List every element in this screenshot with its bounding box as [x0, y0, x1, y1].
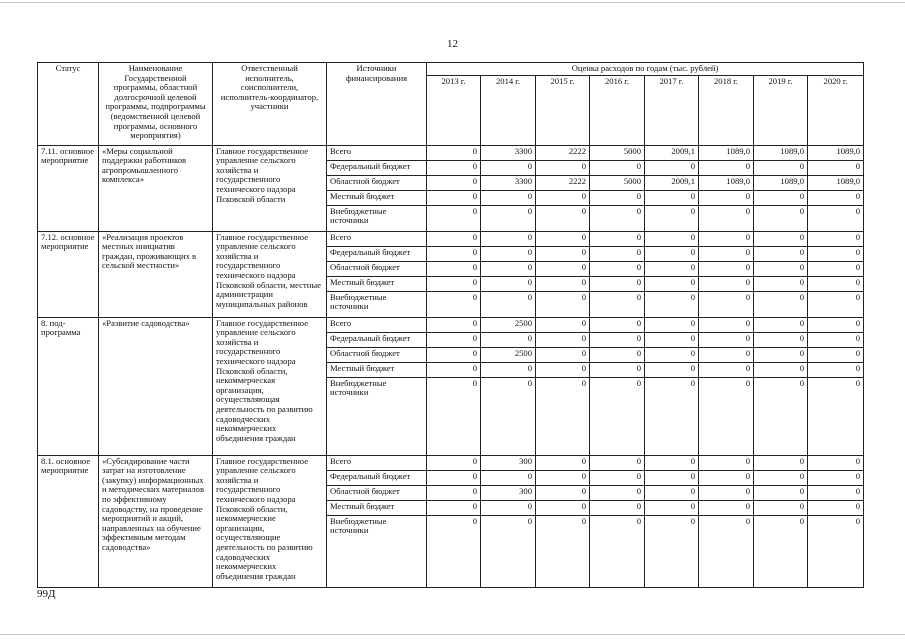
amount-cell: 0 — [808, 160, 864, 175]
amount-cell: 0 — [536, 332, 590, 347]
amount-cell: 0 — [427, 515, 481, 587]
funding-source: Федеральный бюджет — [327, 470, 427, 485]
amount-cell: 0 — [427, 145, 481, 160]
header-estimate: Оценка расходов по годам (тыс. рублей) — [427, 63, 864, 76]
header-year: 2013 г. — [427, 75, 481, 145]
header-year: 2020 г. — [808, 75, 864, 145]
amount-cell: 0 — [645, 317, 699, 332]
amount-cell: 0 — [808, 261, 864, 276]
amount-cell: 0 — [699, 332, 754, 347]
amount-cell: 1089,0 — [754, 175, 808, 190]
amount-cell: 0 — [481, 470, 536, 485]
amount-cell: 0 — [590, 160, 645, 175]
amount-cell: 0 — [699, 317, 754, 332]
amount-cell: 0 — [481, 332, 536, 347]
section-name: «Субсидирование части затрат на изготовление (закупку) информационных и методических материалов по эффективному садоводству, на проведение мероприятий и акций, направленных на обучение эффективным методам садоводства» — [99, 455, 213, 587]
amount-cell: 0 — [754, 291, 808, 317]
funding-source: Местный бюджет — [327, 362, 427, 377]
amount-cell: 0 — [699, 377, 754, 455]
amount-cell: 0 — [590, 246, 645, 261]
amount-cell: 0 — [536, 190, 590, 205]
amount-cell: 300 — [481, 485, 536, 500]
amount-cell: 0 — [645, 231, 699, 246]
amount-cell: 0 — [427, 500, 481, 515]
amount-cell: 0 — [754, 231, 808, 246]
amount-cell: 0 — [645, 261, 699, 276]
amount-cell: 0 — [808, 205, 864, 231]
amount-cell: 0 — [645, 485, 699, 500]
amount-cell: 0 — [699, 455, 754, 470]
amount-cell: 0 — [427, 175, 481, 190]
amount-cell: 0 — [481, 205, 536, 231]
amount-cell: 0 — [427, 190, 481, 205]
amount-cell: 0 — [590, 205, 645, 231]
section-name: «Развитие садоводства» — [99, 317, 213, 455]
amount-cell: 0 — [536, 317, 590, 332]
amount-cell: 0 — [699, 291, 754, 317]
amount-cell: 0 — [699, 160, 754, 175]
amount-cell: 0 — [481, 276, 536, 291]
amount-cell: 0 — [590, 515, 645, 587]
amount-cell: 0 — [481, 246, 536, 261]
amount-cell: 0 — [590, 347, 645, 362]
amount-cell: 0 — [645, 362, 699, 377]
amount-cell: 5000 — [590, 145, 645, 160]
amount-cell: 0 — [808, 455, 864, 470]
table-row — [38, 455, 864, 470]
amount-cell: 0 — [427, 246, 481, 261]
amount-cell: 2500 — [481, 347, 536, 362]
amount-cell: 0 — [481, 190, 536, 205]
amount-cell: 0 — [590, 485, 645, 500]
amount-cell: 1089,0 — [808, 145, 864, 160]
amount-cell: 0 — [645, 291, 699, 317]
amount-cell: 0 — [808, 485, 864, 500]
funding-source: Всего — [327, 455, 427, 470]
amount-cell: 5000 — [590, 175, 645, 190]
funding-source: Внебюджетные источники — [327, 377, 427, 455]
amount-cell: 0 — [699, 231, 754, 246]
amount-cell: 0 — [645, 246, 699, 261]
amount-cell: 0 — [699, 276, 754, 291]
section-status: 7.12. основное мероприятие — [38, 231, 99, 317]
amount-cell: 0 — [699, 362, 754, 377]
header-year: 2016 г. — [590, 75, 645, 145]
funding-source: Внебюджетные источники — [327, 291, 427, 317]
amount-cell: 2009,1 — [645, 145, 699, 160]
amount-cell: 0 — [754, 317, 808, 332]
amount-cell: 0 — [427, 455, 481, 470]
amount-cell: 0 — [536, 515, 590, 587]
amount-cell: 0 — [590, 317, 645, 332]
amount-cell: 0 — [808, 377, 864, 455]
amount-cell: 2009,1 — [645, 175, 699, 190]
section-executor: Главное государственное управление сельского хозяйства и государственного технического надзора Псковской области — [213, 145, 327, 231]
section-executor: Главное государственное управление сельского хозяйства и государственного технического надзора Псковской области, некоммерческая организация, осуществляющая деятельность по развитию садоводческих некоммерческих объединения граждан — [213, 317, 327, 455]
footer-code: 99Д — [37, 588, 56, 600]
amount-cell: 0 — [427, 362, 481, 377]
funding-source: Областной бюджет — [327, 347, 427, 362]
amount-cell: 0 — [590, 190, 645, 205]
amount-cell: 0 — [536, 276, 590, 291]
amount-cell: 0 — [427, 231, 481, 246]
header-year: 2014 г. — [481, 75, 536, 145]
amount-cell: 0 — [808, 291, 864, 317]
funding-source: Областной бюджет — [327, 175, 427, 190]
amount-cell: 0 — [754, 261, 808, 276]
amount-cell: 0 — [645, 470, 699, 485]
amount-cell: 0 — [481, 231, 536, 246]
amount-cell: 0 — [808, 276, 864, 291]
amount-cell: 0 — [481, 515, 536, 587]
amount-cell: 0 — [699, 470, 754, 485]
amount-cell: 0 — [754, 377, 808, 455]
header-year: 2019 г. — [754, 75, 808, 145]
funding-source: Всего — [327, 317, 427, 332]
amount-cell: 0 — [536, 291, 590, 317]
amount-cell: 0 — [808, 470, 864, 485]
amount-cell: 0 — [808, 190, 864, 205]
amount-cell: 0 — [590, 500, 645, 515]
amount-cell: 0 — [427, 485, 481, 500]
amount-cell: 0 — [754, 276, 808, 291]
amount-cell: 1089,0 — [808, 175, 864, 190]
amount-cell: 0 — [536, 261, 590, 276]
amount-cell: 0 — [536, 160, 590, 175]
amount-cell: 0 — [699, 515, 754, 587]
amount-cell: 0 — [754, 500, 808, 515]
amount-cell: 0 — [699, 205, 754, 231]
amount-cell: 0 — [754, 362, 808, 377]
amount-cell: 0 — [481, 261, 536, 276]
header-name: Наименование Государственной программы, областной долгосрочной целевой программы, подпрограммы (ведомственной целевой программы, основного мероприятия) — [99, 63, 213, 146]
header-row — [38, 63, 864, 76]
amount-cell: 0 — [590, 377, 645, 455]
amount-cell: 0 — [536, 500, 590, 515]
amount-cell: 0 — [645, 377, 699, 455]
amount-cell: 0 — [481, 377, 536, 455]
section-name: «Меры социальной поддержки работников агропромышленного комплекса» — [99, 145, 213, 231]
section-status: 8. под-программа — [38, 317, 99, 455]
amount-cell: 0 — [481, 362, 536, 377]
amount-cell: 0 — [645, 500, 699, 515]
amount-cell: 0 — [754, 470, 808, 485]
amount-cell: 0 — [590, 470, 645, 485]
amount-cell: 3300 — [481, 145, 536, 160]
amount-cell: 0 — [481, 500, 536, 515]
amount-cell: 0 — [808, 332, 864, 347]
scan-edge-top — [0, 2, 905, 3]
amount-cell: 0 — [808, 347, 864, 362]
amount-cell: 0 — [590, 362, 645, 377]
funding-source: Всего — [327, 145, 427, 160]
amount-cell: 300 — [481, 455, 536, 470]
page-number: 12 — [447, 38, 458, 50]
amount-cell: 0 — [754, 455, 808, 470]
amount-cell: 0 — [536, 231, 590, 246]
amount-cell: 0 — [536, 347, 590, 362]
amount-cell: 0 — [590, 332, 645, 347]
amount-cell: 1089,0 — [699, 175, 754, 190]
amount-cell: 0 — [645, 160, 699, 175]
amount-cell: 0 — [699, 485, 754, 500]
amount-cell: 2222 — [536, 145, 590, 160]
table-body — [38, 145, 864, 587]
amount-cell: 0 — [536, 246, 590, 261]
amount-cell: 0 — [536, 377, 590, 455]
table-row — [38, 145, 864, 160]
amount-cell: 0 — [699, 261, 754, 276]
header-status: Статус — [38, 63, 99, 146]
amount-cell: 0 — [536, 485, 590, 500]
amount-cell: 0 — [427, 470, 481, 485]
budget-table — [37, 62, 864, 588]
header-sources: Источники финансирования — [327, 63, 427, 146]
amount-cell: 0 — [590, 455, 645, 470]
amount-cell: 0 — [536, 205, 590, 231]
amount-cell: 1089,0 — [699, 145, 754, 160]
amount-cell: 0 — [481, 291, 536, 317]
header-year: 2017 г. — [645, 75, 699, 145]
amount-cell: 0 — [536, 470, 590, 485]
amount-cell: 0 — [427, 291, 481, 317]
amount-cell: 0 — [427, 317, 481, 332]
amount-cell: 0 — [699, 190, 754, 205]
amount-cell: 0 — [754, 485, 808, 500]
amount-cell: 0 — [590, 291, 645, 317]
scan-edge-bottom — [0, 634, 905, 635]
amount-cell: 0 — [536, 455, 590, 470]
funding-source: Всего — [327, 231, 427, 246]
amount-cell: 0 — [645, 276, 699, 291]
section-name: «Реализация проектов местных инициатив граждан, проживающих в сельской местности» — [99, 231, 213, 317]
amount-cell: 0 — [754, 160, 808, 175]
funding-source: Областной бюджет — [327, 261, 427, 276]
amount-cell: 0 — [699, 246, 754, 261]
header-year: 2018 г. — [699, 75, 754, 145]
amount-cell: 0 — [699, 347, 754, 362]
amount-cell: 1089,0 — [754, 145, 808, 160]
amount-cell: 0 — [645, 190, 699, 205]
amount-cell: 0 — [808, 515, 864, 587]
amount-cell: 2500 — [481, 317, 536, 332]
funding-source: Местный бюджет — [327, 500, 427, 515]
amount-cell: 2222 — [536, 175, 590, 190]
funding-source: Местный бюджет — [327, 276, 427, 291]
amount-cell: 0 — [754, 190, 808, 205]
amount-cell: 0 — [645, 455, 699, 470]
section-status: 8.1. основное мероприятие — [38, 455, 99, 587]
amount-cell: 0 — [754, 205, 808, 231]
funding-source: Внебюджетные источники — [327, 515, 427, 587]
funding-source: Внебюджетные источники — [327, 205, 427, 231]
amount-cell: 0 — [427, 261, 481, 276]
section-executor: Главное государственное управление сельского хозяйства и государственного технического надзора Псковской области, местные администрации муниципальных районов — [213, 231, 327, 317]
amount-cell: 0 — [808, 246, 864, 261]
amount-cell: 0 — [427, 276, 481, 291]
amount-cell: 0 — [427, 347, 481, 362]
amount-cell: 0 — [645, 332, 699, 347]
amount-cell: 0 — [590, 231, 645, 246]
header-executor: Ответственный исполнитель, соисполнители, исполнитель-координатор, участники — [213, 63, 327, 146]
amount-cell: 0 — [645, 515, 699, 587]
amount-cell: 0 — [536, 362, 590, 377]
amount-cell: 0 — [808, 231, 864, 246]
table-row — [38, 317, 864, 332]
amount-cell: 0 — [754, 347, 808, 362]
funding-source: Областной бюджет — [327, 485, 427, 500]
amount-cell: 0 — [590, 261, 645, 276]
amount-cell: 0 — [808, 317, 864, 332]
amount-cell: 0 — [754, 246, 808, 261]
amount-cell: 0 — [699, 500, 754, 515]
funding-source: Местный бюджет — [327, 190, 427, 205]
amount-cell: 0 — [645, 347, 699, 362]
section-status: 7.11. основное мероприятие — [38, 145, 99, 231]
amount-cell: 0 — [427, 160, 481, 175]
funding-source: Федеральный бюджет — [327, 332, 427, 347]
amount-cell: 0 — [808, 500, 864, 515]
amount-cell: 0 — [754, 332, 808, 347]
amount-cell: 0 — [645, 205, 699, 231]
amount-cell: 0 — [481, 160, 536, 175]
amount-cell: 0 — [427, 377, 481, 455]
amount-cell: 0 — [808, 362, 864, 377]
table-row — [38, 231, 864, 246]
amount-cell: 0 — [427, 205, 481, 231]
header-year: 2015 г. — [536, 75, 590, 145]
amount-cell: 3300 — [481, 175, 536, 190]
funding-source: Федеральный бюджет — [327, 160, 427, 175]
amount-cell: 0 — [754, 515, 808, 587]
section-executor: Главное государственное управление сельского хозяйства и государственного технического надзора Псковской области, некоммерческие организации, осуществляющие деятельность по развитию садоводческих некоммерческих объединения граждан — [213, 455, 327, 587]
amount-cell: 0 — [427, 332, 481, 347]
funding-source: Федеральный бюджет — [327, 246, 427, 261]
amount-cell: 0 — [590, 276, 645, 291]
